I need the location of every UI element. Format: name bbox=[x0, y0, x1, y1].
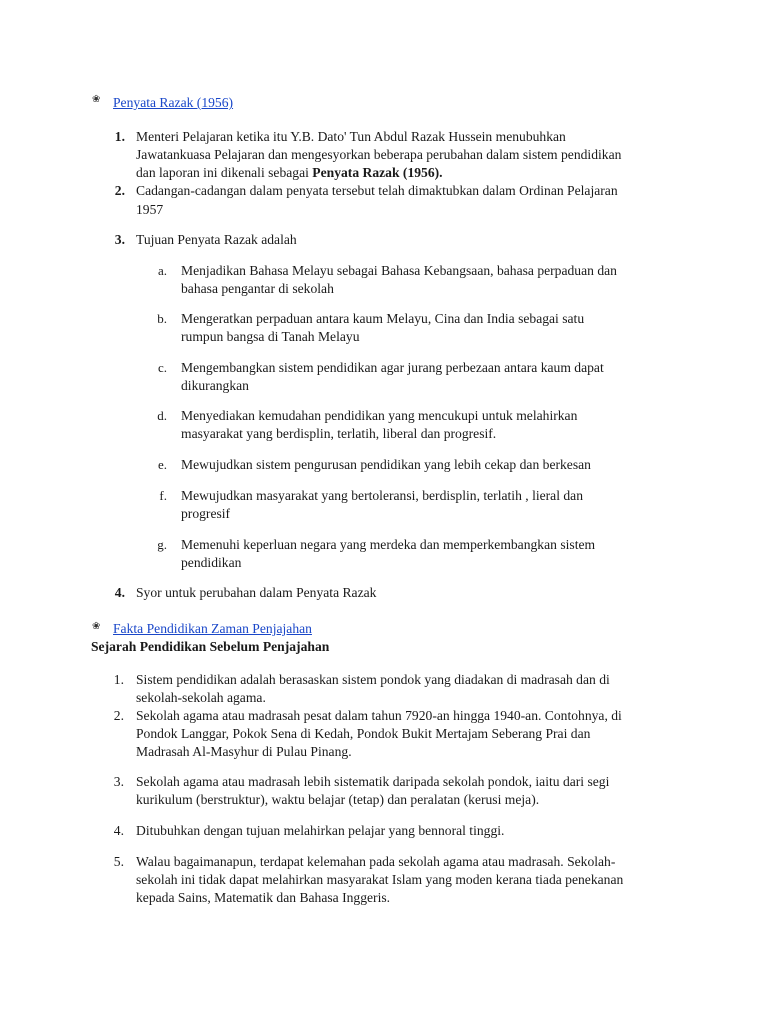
sublist-item-line: Mengembangkan sistem pendidikan agar jurang perbezaan antara kaum dapat bbox=[181, 360, 604, 375]
list-item-line: kepada Sains, Matematik dan Bahasa Inggeris. bbox=[136, 890, 391, 905]
list-number: 4. bbox=[113, 823, 124, 838]
list-number: 5. bbox=[113, 854, 124, 869]
list-item-line: Pondok Langgar, Pokok Sena di Kedah, Pondok Bukit Mertajam Seberang Prai dan bbox=[136, 726, 591, 741]
sublist-item-line: Memenuhi keperluan negara yang merdeka dan memperkembangkan sistem bbox=[181, 537, 596, 552]
list-item-line: Tujuan Penyata Razak adalah bbox=[136, 232, 297, 247]
list-item-line: Cadangan-cadangan dalam penyata tersebut telah dimaktubkan dalam Ordinan Pelajaran bbox=[136, 183, 618, 198]
flower-bullet-icon: ❀ bbox=[92, 621, 101, 632]
sublist-item-line: Menyediakan kemudahan pendidikan yang mencukupi untuk melahirkan bbox=[181, 408, 578, 423]
list-number: 1. bbox=[114, 129, 125, 144]
sublist-letter: f. bbox=[159, 488, 167, 503]
list-item-line: Walau bagaimanapun, terdapat kelemahan pada sekolah agama atau madrasah. Sekolah- bbox=[136, 854, 616, 869]
list-item-line: Sistem pendidikan adalah berasaskan sistem pondok yang diadakan di madrasah dan di bbox=[136, 672, 610, 687]
list-item-line: 1957 bbox=[136, 202, 164, 217]
list-item-text: dan laporan ini dikenali sebagai bbox=[136, 165, 309, 180]
list-number: 4. bbox=[114, 585, 125, 600]
list-item-line: Menteri Pelajaran ketika itu Y.B. Dato' Tun Abdul Razak Hussein menubuhkan bbox=[136, 129, 566, 144]
section-heading: Sejarah Pendidikan Sebelum Penjajahan bbox=[91, 639, 330, 654]
list-number: 3. bbox=[114, 232, 125, 247]
sublist-item-line: Mewujudkan sistem pengurusan pendidikan yang lebih cekap dan berkesan bbox=[181, 457, 591, 472]
list-item-line: Sekolah agama atau madrasah lebih sistematik daripada sekolah pondok, iaitu dari segi bbox=[136, 774, 610, 789]
sublist-letter: c. bbox=[157, 360, 167, 375]
penyata-razak-link[interactable]: Penyata Razak (1956) bbox=[113, 95, 234, 110]
list-item-line: Jawatankuasa Pelajaran dan mengesyorkan beberapa perubahan dalam sistem pendidikan bbox=[136, 147, 622, 162]
list-item-line: Ditubuhkan dengan tujuan melahirkan pelajar yang bennoral tinggi. bbox=[136, 823, 505, 838]
fakta-pendidikan-link[interactable]: Fakta Pendidikan Zaman Penjajahan bbox=[113, 621, 312, 636]
sublist-letter: b. bbox=[157, 311, 167, 326]
sublist-item-line: Menjadikan Bahasa Melayu sebagai Bahasa Kebangsaan, bahasa perpaduan dan bbox=[181, 263, 617, 278]
sublist-letter: e. bbox=[157, 457, 167, 472]
list-item-line bbox=[136, 164, 443, 182]
sublist-letter: d. bbox=[157, 408, 167, 423]
sublist-item-line: pendidikan bbox=[181, 555, 242, 570]
sublist-item-line: progresif bbox=[181, 506, 231, 521]
bold-term: Penyata Razak (1956). bbox=[312, 165, 443, 180]
list-item-line: sekolah ini tidak dapat melahirkan masyarakat Islam yang moden kerana tiada penekanan bbox=[136, 872, 624, 887]
sublist-item-line: bahasa pengantar di sekolah bbox=[181, 281, 334, 296]
list-number: 3. bbox=[113, 774, 124, 789]
list-number: 2. bbox=[114, 183, 125, 198]
list-item-line: Syor untuk perubahan dalam Penyata Razak bbox=[136, 585, 377, 600]
list-item-line: Madrasah Al-Masyhur di Pulau Pinang. bbox=[136, 744, 352, 759]
sublist-item-line: rumpun bangsa di Tanah Melayu bbox=[181, 329, 360, 344]
sublist-letter: a. bbox=[157, 263, 167, 278]
sublist-item-line: Mengeratkan perpaduan antara kaum Melayu, Cina dan India sebagai satu bbox=[181, 311, 585, 326]
list-item-line: sekolah-sekolah agama. bbox=[136, 690, 266, 705]
sublist-letter: g. bbox=[157, 537, 167, 552]
sublist-item-line: Mewujudkan masyarakat yang bertoleransi, berdisplin, terlatih , lieral dan bbox=[181, 488, 584, 503]
list-number: 2. bbox=[113, 708, 124, 723]
list-item-line: Sekolah agama atau madrasah pesat dalam tahun 7920-an hingga 1940-an. Contohnya, di bbox=[136, 708, 622, 723]
sublist-item-line: dikurangkan bbox=[181, 378, 249, 393]
flower-bullet-icon: ❀ bbox=[92, 94, 101, 105]
list-number: 1. bbox=[113, 672, 124, 687]
sublist-item-line: masyarakat yang berdisplin, terlatih, liberal dan progresif. bbox=[181, 426, 497, 441]
list-item-line: kurikulum (berstruktur), waktu belajar (tetap) dan peralatan (kerusi meja). bbox=[136, 792, 540, 807]
